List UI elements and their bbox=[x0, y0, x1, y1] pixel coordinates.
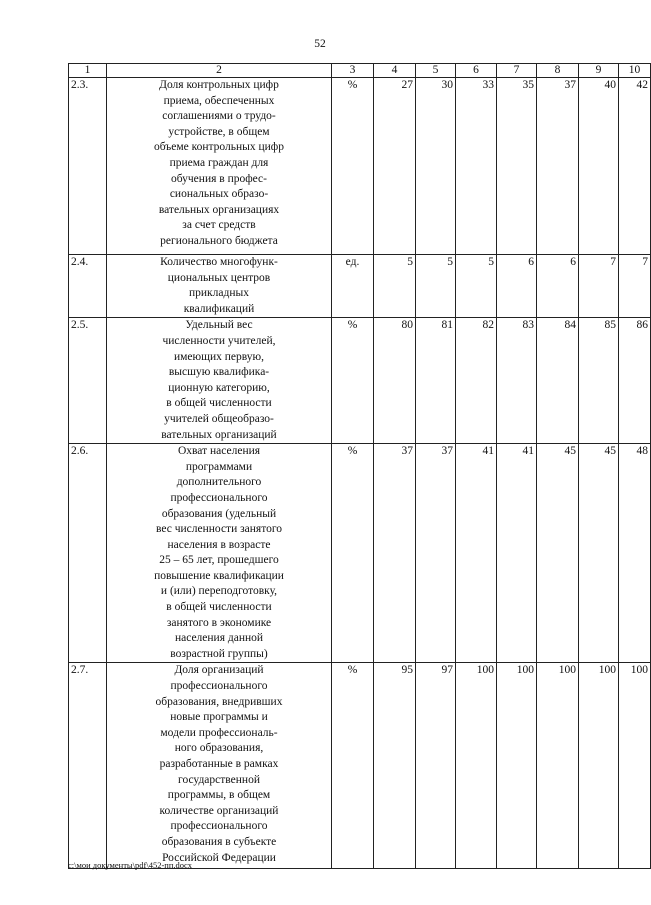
header-row bbox=[69, 64, 651, 78]
value-cell: 100 bbox=[619, 663, 651, 869]
column-header: 2 bbox=[107, 64, 332, 78]
page-number: 52 bbox=[314, 38, 326, 50]
unit-cell: % bbox=[332, 663, 374, 869]
row-number: 2.5. bbox=[69, 318, 107, 444]
value-cell: 45 bbox=[537, 444, 579, 663]
column-header: 6 bbox=[456, 64, 497, 78]
unit-cell: ед. bbox=[332, 255, 374, 318]
value-cell: 80 bbox=[374, 318, 416, 444]
value-cell: 7 bbox=[619, 255, 651, 318]
unit-cell: % bbox=[332, 318, 374, 444]
value-cell: 45 bbox=[579, 444, 619, 663]
value-cell: 48 bbox=[619, 444, 651, 663]
indicator-name: Доля контрольных цифр приема, обеспеченных соглашениями о трудо- устройстве, в общем объеме контрольных цифр приема граждан для обучения в профес- сиональных образо- вательных организациях за счет средств регионального бюджета bbox=[107, 78, 332, 255]
indicator-name: Охват населения программами дополнительного профессионального образования (удельный вес численности занятого населения в возрасте 25 – 65 лет, прошедшего повышение квалификации и (или) переподготовку, в общей численности занятого в экономике населения данной возрастной группы) bbox=[107, 444, 332, 663]
value-cell: 7 bbox=[579, 255, 619, 318]
value-cell: 6 bbox=[497, 255, 537, 318]
column-header: 5 bbox=[416, 64, 456, 78]
value-cell: 37 bbox=[374, 444, 416, 663]
column-header: 3 bbox=[332, 64, 374, 78]
value-cell: 100 bbox=[497, 663, 537, 869]
value-cell: 85 bbox=[579, 318, 619, 444]
indicator-name: Удельный вес численности учителей, имеющих первую, высшую квалифика- ционную категорию, в общей численности учителей общеобразо- вательных организаций bbox=[107, 318, 332, 444]
value-cell: 5 bbox=[374, 255, 416, 318]
value-cell: 37 bbox=[537, 78, 579, 255]
table-row bbox=[69, 663, 651, 869]
value-cell: 84 bbox=[537, 318, 579, 444]
table-row bbox=[69, 444, 651, 663]
column-header: 9 bbox=[579, 64, 619, 78]
value-cell: 35 bbox=[497, 78, 537, 255]
value-cell: 27 bbox=[374, 78, 416, 255]
value-cell: 83 bbox=[497, 318, 537, 444]
value-cell: 95 bbox=[374, 663, 416, 869]
table-row bbox=[69, 78, 651, 255]
value-cell: 41 bbox=[497, 444, 537, 663]
value-cell: 5 bbox=[456, 255, 497, 318]
value-cell: 30 bbox=[416, 78, 456, 255]
column-header: 7 bbox=[497, 64, 537, 78]
value-cell: 82 bbox=[456, 318, 497, 444]
value-cell: 37 bbox=[416, 444, 456, 663]
value-cell: 100 bbox=[537, 663, 579, 869]
row-number: 2.7. bbox=[69, 663, 107, 869]
value-cell: 86 bbox=[619, 318, 651, 444]
value-cell: 5 bbox=[416, 255, 456, 318]
file-path-footer: c:\мои документы\pdf\452-пп.docx bbox=[68, 860, 193, 870]
value-cell: 40 bbox=[579, 78, 619, 255]
value-cell: 100 bbox=[579, 663, 619, 869]
row-number: 2.6. bbox=[69, 444, 107, 663]
column-header: 10 bbox=[619, 64, 651, 78]
unit-cell: % bbox=[332, 78, 374, 255]
indicator-name: Доля организаций профессионального образования, внедривших новые программы и модели профессиональ- ного образования, разработанные в рамках государственной программы, в общем количестве организаций профессионального образования в субъекте Российской Федерации bbox=[107, 663, 332, 869]
value-cell: 97 bbox=[416, 663, 456, 869]
value-cell: 100 bbox=[456, 663, 497, 869]
indicators-table bbox=[68, 63, 651, 869]
indicator-name: Количество многофунк- циональных центров прикладных квалификаций bbox=[107, 255, 332, 318]
table-row bbox=[69, 255, 651, 318]
value-cell: 42 bbox=[619, 78, 651, 255]
value-cell: 41 bbox=[456, 444, 497, 663]
column-header: 1 bbox=[69, 64, 107, 78]
table-row bbox=[69, 318, 651, 444]
column-header: 4 bbox=[374, 64, 416, 78]
value-cell: 33 bbox=[456, 78, 497, 255]
unit-cell: % bbox=[332, 444, 374, 663]
column-header: 8 bbox=[537, 64, 579, 78]
row-number: 2.4. bbox=[69, 255, 107, 318]
value-cell: 81 bbox=[416, 318, 456, 444]
row-number: 2.3. bbox=[69, 78, 107, 255]
value-cell: 6 bbox=[537, 255, 579, 318]
